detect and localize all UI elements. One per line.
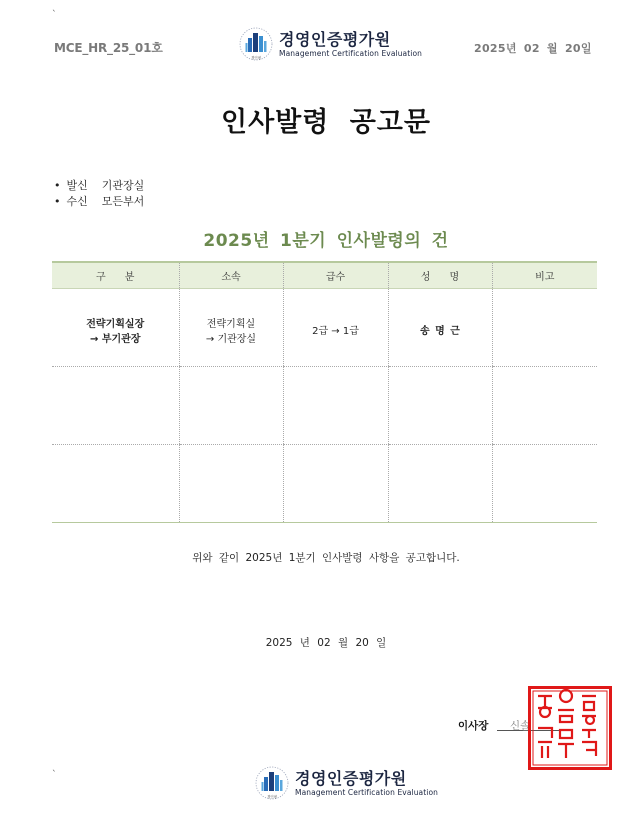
section-title: 2025년 1분기 인사발령의 건 xyxy=(203,231,449,251)
remarks-value xyxy=(493,289,598,317)
emblem-text: 경인평 xyxy=(251,56,261,60)
document-code: MCE_HR_25_01호 xyxy=(54,41,163,55)
table-cell xyxy=(52,289,179,367)
meta-value: 모든부서 xyxy=(101,195,145,208)
logo-subtitle: Management Certification Evaluation xyxy=(295,788,439,797)
column-header: 소속 xyxy=(179,262,283,289)
corner-mark: ` xyxy=(52,770,57,780)
meta-key: 발신 xyxy=(66,179,88,192)
table-header-row xyxy=(52,262,597,289)
bullet-icon: • xyxy=(54,179,61,192)
table-cell xyxy=(283,445,388,523)
meta-sender xyxy=(54,177,144,193)
logo-name: 경영인증평가원 xyxy=(279,30,391,49)
table-cell xyxy=(179,367,283,445)
name-value: 송 명 근 xyxy=(420,326,460,337)
table-row xyxy=(52,289,597,367)
appointment-table xyxy=(52,261,597,523)
table-cell xyxy=(492,445,597,523)
table-cell xyxy=(388,289,492,367)
building-emblem-icon xyxy=(253,765,291,803)
notice-date: 2025 년 02 월 20 일 xyxy=(265,637,387,649)
affiliation-value: 전략기획실 → 기관장실 xyxy=(205,319,257,345)
table-row xyxy=(52,367,597,445)
table-cell xyxy=(492,289,597,367)
column-header: 구 분 xyxy=(52,262,179,289)
corner-mark: ` xyxy=(52,10,57,20)
building-emblem-icon xyxy=(237,26,275,64)
table-row xyxy=(52,445,597,523)
table-cell xyxy=(179,445,283,523)
column-header: 성 명 xyxy=(388,262,492,289)
table-cell xyxy=(283,289,388,367)
bullet-icon: • xyxy=(54,195,61,208)
document-date: 2025년 02 월 20일 xyxy=(474,42,592,55)
table-cell xyxy=(388,445,492,523)
header-logo xyxy=(237,26,422,64)
table-cell xyxy=(52,367,179,445)
column-header: 급수 xyxy=(283,262,388,289)
table-cell xyxy=(492,367,597,445)
logo-name: 경영인증평가원 xyxy=(295,769,407,788)
signer-title: 이사장 xyxy=(458,720,489,732)
page-title: 인사발령 공고문 xyxy=(221,107,431,138)
meta-key: 수신 xyxy=(66,195,88,208)
signer-name: 신솔 xyxy=(510,720,531,732)
meta-recipient xyxy=(54,193,144,209)
table-cell xyxy=(52,445,179,523)
emblem-text: 경인평 xyxy=(267,795,277,799)
official-seal-stamp xyxy=(528,686,612,770)
table-cell xyxy=(179,289,283,367)
division-value: 전략기획실장 → 부기관장 xyxy=(86,319,145,345)
logo-subtitle: Management Certification Evaluation xyxy=(279,49,423,58)
table-cell xyxy=(283,367,388,445)
column-header: 비고 xyxy=(492,262,597,289)
footer-logo xyxy=(253,765,438,803)
meta-value: 기관장실 xyxy=(101,179,145,192)
grade-value: 2급 → 1급 xyxy=(312,326,359,337)
notice-text: 위와 같이 2025년 1분기 인사발령 사항을 공고합니다. xyxy=(192,552,460,564)
table-cell xyxy=(388,367,492,445)
